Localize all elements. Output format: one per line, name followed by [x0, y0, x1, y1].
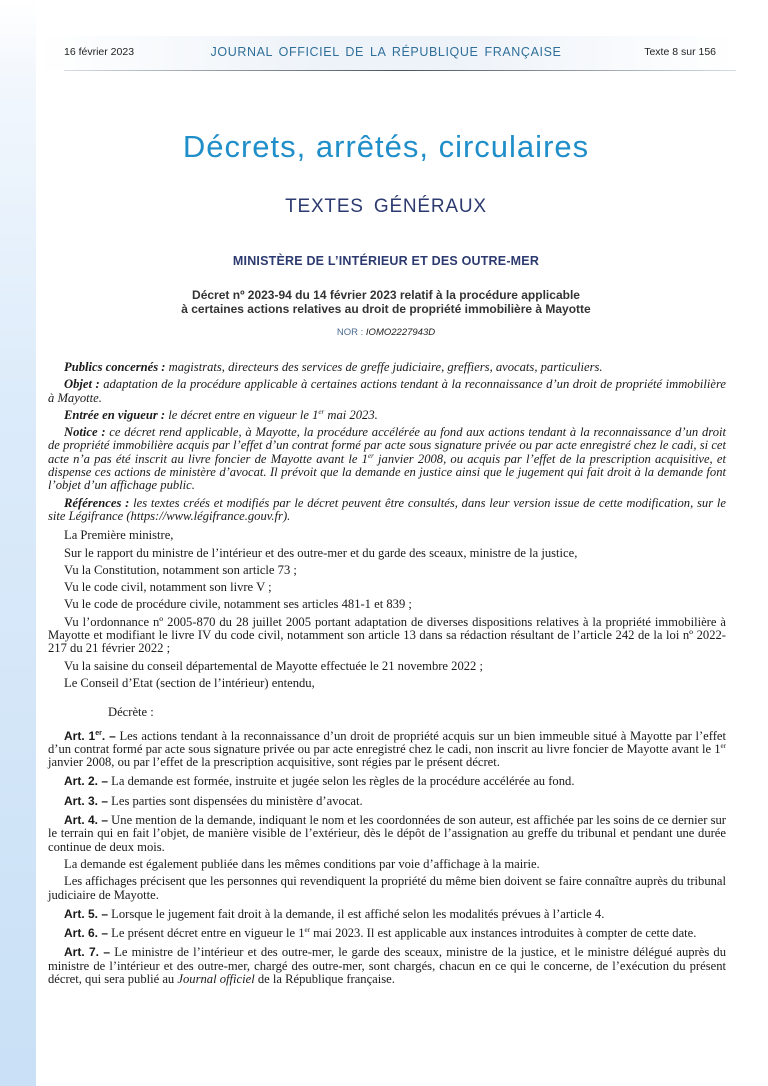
nor-label: NOR :: [336, 327, 366, 338]
article-4-paragraph: Les affichages précisent que les personnes qui revendiquent la propriété du même bien doivent se faire connaître auprès du tribunal judiciaire de Mayotte.: [48, 874, 726, 902]
nor-reference: [36, 327, 736, 338]
article-label: Art. 2. –: [64, 774, 109, 789]
summary-text: janvier 2008, ou acquis par l’effet de la prescription acquisitive, et dispense ces actions de ministère d’avocat. Il prévoit que la demande en justice ainsi que le jugement qui fait droit à la demande font l’objet d’un affichage public.: [48, 451, 726, 493]
summary-label: Entrée en vigueur :: [64, 407, 166, 422]
ministry-heading: MINISTÈRE DE L’INTÉRIEUR ET DES OUTRE-MER: [232, 254, 540, 268]
article-text: Le ministre de l’intérieur et des outre-mer, le garde des sceaux, ministre de la justice, et le ministre délégué auprès du ministre de l’intérieur et des outre-mer, chargé des outre-mer, sont chargés, chacun en ce qui le concerne, de l’exécution du présent décret, qui sera publié au: [48, 945, 726, 986]
preamble-line: Vu le code de procédure civile, notamment ses articles 481-1 et 839 ;: [64, 597, 412, 612]
preamble-line: Sur le rapport du ministre de l’intérieur et des outre-mer et du garde des sceaux, ministre de la justice,: [64, 545, 578, 560]
document-body: [48, 361, 726, 992]
decree-title-line1: Décret nº 2023-94 du 14 février 2023 relatif à la procédure applicable: [192, 288, 580, 302]
article-label: Art. 6. –: [64, 926, 109, 941]
summary-text: mai 2023.: [324, 407, 378, 422]
article-4: [48, 814, 726, 854]
summary-publics: [48, 361, 726, 374]
article-3: [48, 795, 726, 808]
decree-title: [36, 288, 736, 316]
document-page: [36, 36, 736, 1086]
superscript: er: [304, 926, 310, 935]
nor-value: IOMO2227943D: [365, 327, 436, 338]
summary-text: ce décret rend applicable, à Mayotte, la procédure accélérée au fond aux actions tendant à la reconnaissance d’un droit de propriété immobilière acquis par l’effet d’un contrat formé par acte sous signature privée ou par acte enregistré chez le cadi, si cet acte n’a pas été inscrit au livre foncier de Mayotte avant le 1: [48, 425, 726, 466]
summary-text: adaptation de la procédure applicable à certaines actions tendant à la reconnaissance d’un droit de propriété immobilière à Mayotte.: [48, 377, 726, 405]
main-title: Décrets, arrêtés, circulaires: [182, 129, 590, 164]
summary-text: le décret entre en vigueur le 1: [165, 407, 319, 422]
summary-text: les textes créés et modifiés par le décret peuvent être consultés, dans leur version issue de cette modification, sur le site Légifrance (https://www.légifrance.gouv.fr).: [48, 495, 726, 523]
article-label: [64, 729, 116, 743]
summary-label: Notice :: [64, 425, 106, 440]
superscript: er: [720, 741, 726, 750]
decree-title-line2: à certaines actions relatives au droit de propriété immobilière à Mayotte: [181, 302, 591, 316]
header-page-number: Texte 8 sur 156: [644, 46, 716, 58]
header-journal-title: JOURNAL OFFICIEL DE LA RÉPUBLIQUE FRANÇAISE: [210, 45, 562, 59]
article-text: Le présent décret entre en vigueur le 1: [108, 926, 305, 941]
summary-objet: [48, 378, 726, 405]
header-divider: [64, 70, 736, 71]
article-2: [48, 775, 726, 788]
article-1: [48, 730, 726, 770]
preamble-line: Vu l’ordonnance nº 2005-870 du 28 juillet 2005 portant adaptation de diverses dispositions relatives à la propriété immobilière à Mayotte et modifiant le livre IV du code civil, notamment son article 13 dans sa rédaction résultant de l’article 242 de la loi nº 2022-217 du 21 février 2022 ;: [48, 614, 726, 656]
article-label: Art. 7. –: [64, 945, 111, 960]
article-label: Art. 3. –: [64, 793, 109, 808]
left-margin-strip: [0, 0, 36, 1086]
article-7: [48, 946, 726, 986]
decrete-heading: Décrète :: [108, 705, 154, 720]
superscript: er: [95, 729, 102, 737]
summary-text: magistrats, directeurs des services de greffe judiciaire, greffiers, avocats, particuliers.: [165, 360, 603, 374]
article-text: de la République française.: [254, 971, 395, 986]
article-text: Une mention de la demande, indiquant le nom et les coordonnées de son auteur, est affichée par les soins de ce dernier sur le terrain qui en fait l’objet, de manière visible de l’extérieur, dès le dépôt de l’assignation au greffe du tribunal et pendant une durée continue de deux mois.: [48, 813, 727, 854]
article-label: Art. 5. –: [64, 906, 109, 921]
article-number: Art. 1: [64, 728, 96, 743]
article-text: La demande est formée, instruite et jugée selon les règles de la procédure accélérée au fond.: [108, 774, 575, 789]
section-title: TEXTES GÉNÉRAUX: [285, 196, 487, 217]
preamble-line: Vu le code civil, notamment son livre V ;: [64, 580, 272, 595]
article-text: mai 2023. Il est applicable aux instances introduites à compter de cette date.: [309, 926, 697, 941]
page-header: [36, 36, 736, 70]
preamble-line: La Première ministre,: [64, 528, 174, 543]
preamble-line: Vu la saisine du conseil départemental de Mayotte effectuée le 21 novembre 2022 ;: [64, 658, 484, 673]
summary-label: Publics concernés :: [64, 360, 166, 374]
summary-entree: [48, 409, 726, 422]
article-text: Les parties sont dispensées du ministère d’avocat.: [108, 793, 363, 808]
article-label: Art. 4. –: [64, 813, 109, 828]
article-5: [48, 908, 726, 921]
article-6: [48, 927, 726, 940]
article-text: Lorsque le jugement fait droit à la demande, il est affiché selon les modalités prévues à l’article 4.: [108, 906, 605, 921]
preamble-line: Le Conseil d’Etat (section de l’intérieur) entendu,: [64, 675, 315, 690]
superscript: er: [318, 407, 325, 416]
article-dash: . –: [101, 728, 116, 743]
article-4-paragraph: La demande est également publiée dans les mêmes conditions par voie d’affichage à la mairie.: [64, 856, 540, 871]
preamble-line: Vu la Constitution, notamment son article 73 ;: [64, 562, 297, 577]
superscript: er: [367, 451, 374, 460]
summary-label: Références :: [64, 495, 130, 510]
journal-officiel-italic: Journal officiel: [177, 971, 255, 986]
header-date: 16 février 2023: [64, 46, 135, 58]
article-text: janvier 2008, ou par l’effet de la prescription acquisitive, sont régies par le présent décret.: [48, 755, 500, 770]
article-text: Les actions tendant à la reconnaissance d’un droit de propriété acquis sur un bien immeuble situé à Mayotte par l’effet d’un contrat formé par acte sous signature privée ou par acte enregistré chez le cadi, non inscrit au livre foncier de Mayotte avant le 1: [48, 728, 726, 756]
summary-label: Objet :: [64, 377, 100, 392]
summary-notice: [48, 426, 726, 492]
summary-references: [48, 497, 726, 524]
